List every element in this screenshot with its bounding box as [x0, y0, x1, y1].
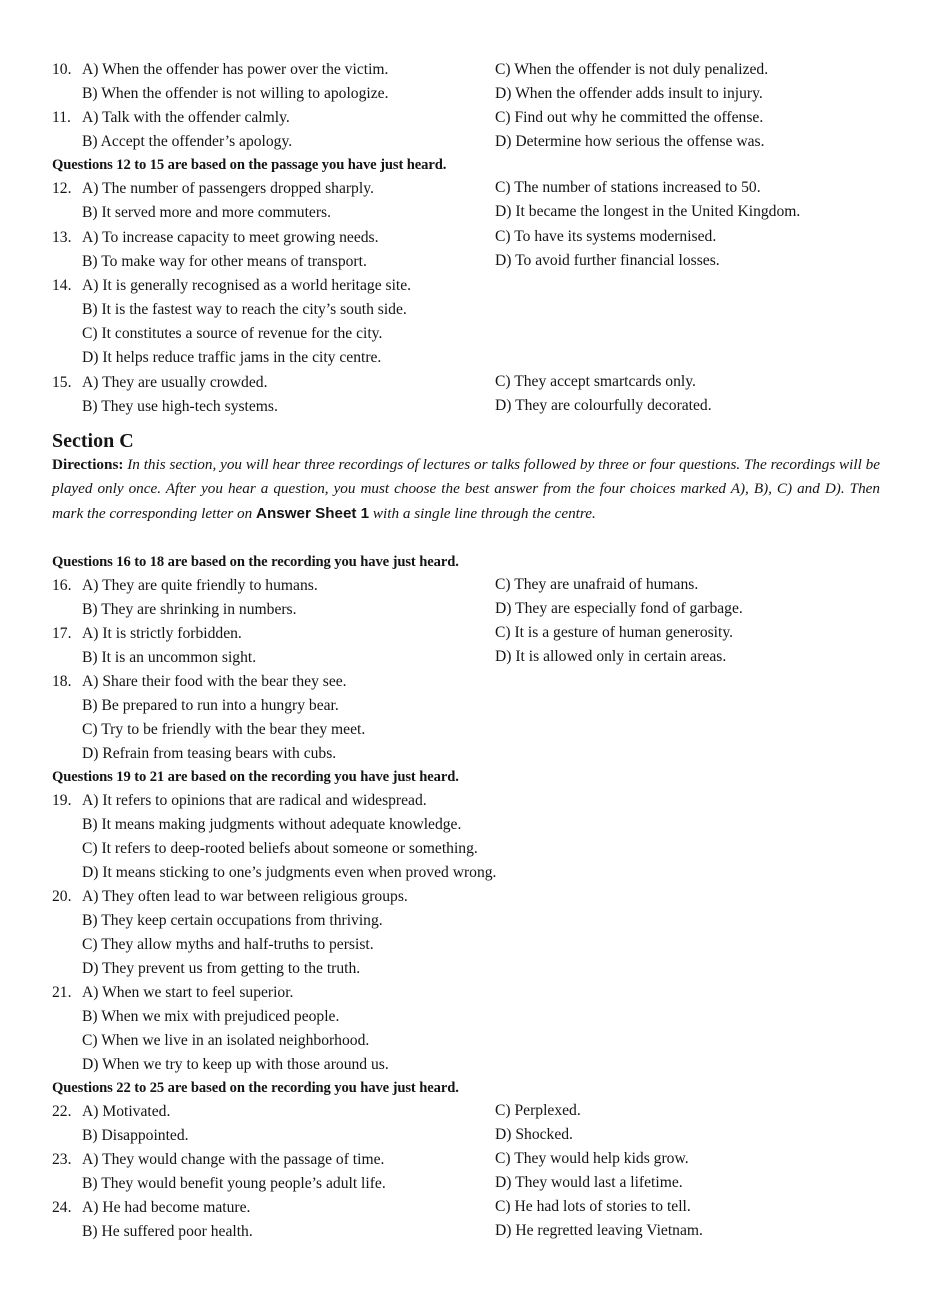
question-number: 22. — [52, 1103, 72, 1120]
question-number: 11. — [52, 109, 71, 126]
question-number: 23. — [52, 1151, 72, 1168]
question-number: 21. — [52, 984, 72, 1001]
question-number: 13. — [52, 229, 72, 246]
q16-option-a: 16. A) They are quite friendly to humans. — [52, 574, 492, 598]
q15-option-a: 15. A) They are usually crowded. — [52, 371, 492, 395]
q15-option-c: C) They accept smartcards only. — [495, 373, 696, 390]
q22-option-d: D) Shocked. — [495, 1126, 573, 1143]
q20-option-a: 20. A) They often lead to war between religious groups. — [52, 885, 912, 909]
q12-option-c: C) The number of stations increased to 50. — [495, 179, 761, 196]
q16-option-c: C) They are unafraid of humans. — [495, 576, 699, 593]
question-number: 24. — [52, 1199, 72, 1216]
q24-option-c: C) He had lots of stories to tell. — [495, 1198, 691, 1215]
q23-option-b: B) They would benefit young people’s adult life. — [82, 1175, 386, 1192]
q13-option-b: B) To make way for other means of transport. — [82, 253, 367, 270]
q14-option-b: B) It is the fastest way to reach the city’s south side. — [82, 301, 407, 318]
q19-option-a: 19. A) It refers to opinions that are radical and widespread. — [52, 789, 912, 813]
q11-option-d: D) Determine how serious the offense was. — [495, 133, 765, 150]
q17-option-c: C) It is a gesture of human generosity. — [495, 624, 734, 641]
directions-label: Directions: — [52, 456, 124, 473]
q17-option-a: 17. A) It is strictly forbidden. — [52, 622, 492, 646]
q23-option-d: D) They would last a lifetime. — [495, 1174, 683, 1191]
q17-option-b: B) It is an uncommon sight. — [82, 649, 257, 666]
question-number: 12. — [52, 180, 72, 197]
q19-option-c: C) It refers to deep-rooted beliefs about someone or something. — [82, 840, 478, 857]
question-number: 20. — [52, 888, 72, 905]
q10-option-b: B) When the offender is not willing to apologize. — [82, 85, 389, 102]
question-number: 16. — [52, 577, 72, 594]
questions-22-25-heading: Questions 22 to 25 are based on the recording you have just heard. — [52, 1080, 459, 1096]
questions-16-18-heading: Questions 16 to 18 are based on the recording you have just heard. — [52, 554, 459, 570]
q19-option-b: B) It means making judgments without adequate knowledge. — [82, 816, 462, 833]
q14-option-d: D) It helps reduce traffic jams in the city centre. — [82, 349, 382, 366]
q13-option-c: C) To have its systems modernised. — [495, 228, 717, 245]
questions-19-21-heading: Questions 19 to 21 are based on the recording you have just heard. — [52, 769, 459, 785]
q23-option-a: 23. A) They would change with the passage of time. — [52, 1148, 492, 1172]
question-number: 10. — [52, 61, 72, 78]
q14-option-a: 14. A) It is generally recognised as a world heritage site. — [52, 274, 492, 298]
q16-option-b: B) They are shrinking in numbers. — [82, 601, 297, 618]
q16-option-d: D) They are especially fond of garbage. — [495, 600, 743, 617]
q19-option-d: D) It means sticking to one’s judgments even when proved wrong. — [82, 864, 497, 881]
q23-option-c: C) They would help kids grow. — [495, 1150, 689, 1167]
section-c-title: Section C — [52, 430, 134, 452]
q24-option-a: 24. A) He had become mature. — [52, 1196, 492, 1220]
q21-option-d: D) When we try to keep up with those around us. — [82, 1056, 389, 1073]
q10-option-d: D) When the offender adds insult to injury. — [495, 85, 763, 102]
q22-option-b: B) Disappointed. — [82, 1127, 189, 1144]
question-number: 19. — [52, 792, 72, 809]
q18-option-a: 18. A) Share their food with the bear they see. — [52, 670, 492, 694]
q10-option-a: 10. A) When the offender has power over the victim. — [52, 58, 492, 82]
question-number: 17. — [52, 625, 72, 642]
q15-option-d: D) They are colourfully decorated. — [495, 397, 712, 414]
answer-sheet-label: Answer Sheet 1 — [256, 504, 370, 522]
q24-option-d: D) He regretted leaving Vietnam. — [495, 1222, 703, 1239]
q22-option-a: 22. A) Motivated. — [52, 1100, 492, 1124]
q18-option-d: D) Refrain from teasing bears with cubs. — [82, 745, 337, 762]
q11-option-b: B) Accept the offender’s apology. — [82, 133, 293, 150]
q14-option-c: C) It constitutes a source of revenue for the city. — [82, 325, 383, 342]
q20-option-d: D) They prevent us from getting to the truth. — [82, 960, 361, 977]
q18-option-c: C) Try to be friendly with the bear they meet. — [82, 721, 366, 738]
directions-text-end: with a single line through the centre. — [369, 504, 596, 522]
q18-option-b: B) Be prepared to run into a hungry bear. — [82, 697, 339, 714]
q21-option-a: 21. A) When we start to feel superior. — [52, 981, 912, 1005]
q12-option-a: 12. A) The number of passengers dropped sharply. — [52, 177, 492, 201]
q13-option-a: 13. A) To increase capacity to meet growing needs. — [52, 226, 492, 250]
q12-option-d: D) It became the longest in the United Kingdom. — [495, 203, 801, 220]
q17-option-d: D) It is allowed only in certain areas. — [495, 648, 727, 665]
q13-option-d: D) To avoid further financial losses. — [495, 252, 720, 269]
q20-option-c: C) They allow myths and half-truths to persist. — [82, 936, 374, 953]
q10-option-c: C) When the offender is not duly penalized. — [495, 61, 769, 78]
question-number: 15. — [52, 374, 72, 391]
q22-option-c: C) Perplexed. — [495, 1102, 581, 1119]
q21-option-c: C) When we live in an isolated neighborhood. — [82, 1032, 370, 1049]
q11-option-a: 11. A) Talk with the offender calmly. — [52, 106, 492, 130]
questions-12-15-heading: Questions 12 to 15 are based on the passage you have just heard. — [52, 157, 447, 173]
q11-option-c: C) Find out why he committed the offense. — [495, 109, 764, 126]
q12-option-b: B) It served more and more commuters. — [82, 204, 331, 221]
q20-option-b: B) They keep certain occupations from thriving. — [82, 912, 383, 929]
question-number: 14. — [52, 277, 72, 294]
directions-text: In this section, you will hear three recordings of lectures or talks followed by three or four questions. The recordings will be played only once. After you hear a question, you must choose the best answer from the four choices marked A), B), C) and D). Then mark the corresponding letter on — [52, 456, 880, 522]
q24-option-b: B) He suffered poor health. — [82, 1223, 253, 1240]
q15-option-b: B) They use high-tech systems. — [82, 398, 278, 415]
section-c-directions — [52, 453, 880, 526]
question-number: 18. — [52, 673, 72, 690]
q21-option-b: B) When we mix with prejudiced people. — [82, 1008, 340, 1025]
